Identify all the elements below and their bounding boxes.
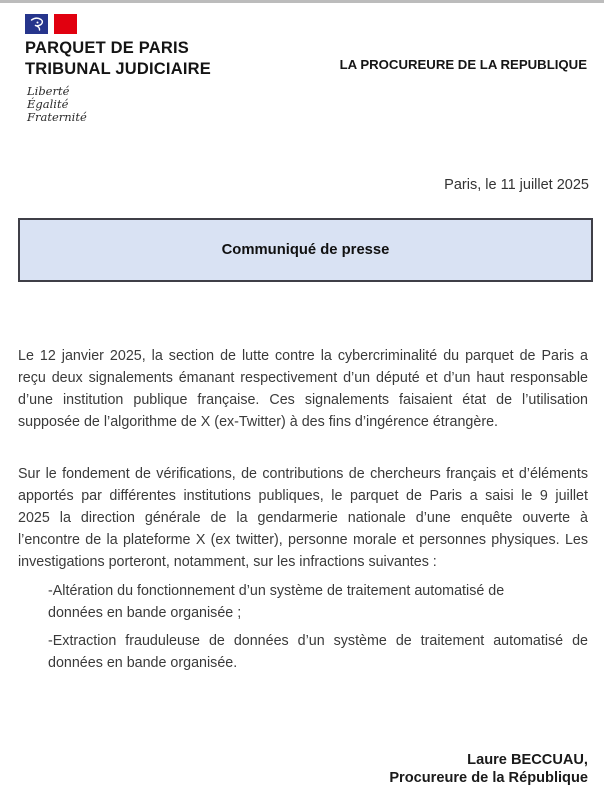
date-line: Paris, le 11 juillet 2025	[444, 177, 589, 193]
press-release-banner	[18, 218, 593, 282]
window-edge	[0, 0, 604, 3]
paragraph-1-line: supposée de l’algorithme de X (ex-Twitter) à des fins d’ingérence étrangère.	[18, 414, 498, 430]
paragraph-2-line: apportés par différentes institutions publiques, le parquet de Paris a saisi le 9 juillet	[18, 488, 588, 504]
motto-egalite: Égalité	[27, 97, 69, 111]
paragraph-2	[18, 463, 588, 573]
paragraph-1-line: reçu deux signalements émanant respectivement d’un député et d’un haut responsable	[18, 370, 588, 386]
signature-block	[389, 752, 588, 787]
paragraph-1	[18, 345, 588, 433]
org-name-line2: TRIBUNAL JUDICIAIRE	[25, 60, 211, 78]
offense-item-2-line: données en bande organisée.	[48, 655, 238, 671]
paragraph-2-line: Sur le fondement de vérifications, de contributions de chercheurs français et d’éléments	[18, 466, 588, 482]
republic-motto	[27, 85, 87, 124]
paragraph-1-line: d’une institution publique française. Ces signalements faisaient état de l’utilisation	[18, 392, 588, 408]
paragraph-2-line: l’encontre de la plateforme X (ex twitter), personne morale et personnes physiques. Les	[18, 532, 588, 548]
paragraph-2-line: 2025 la direction générale de la gendarmerie nationale d’une enquête ouverte à	[18, 510, 588, 526]
org-name	[25, 38, 211, 80]
org-name-line1: PARQUET DE PARIS	[25, 39, 189, 57]
offense-item-1-line: données en bande organisée ;	[48, 605, 242, 621]
motto-liberte: Liberté	[27, 84, 70, 98]
document-body	[18, 345, 588, 674]
sender-title: LA PROCUREURE DE LA REPUBLIQUE	[339, 57, 587, 72]
french-flag-marianne-icon	[25, 14, 77, 34]
banner-title: Communiqué de presse	[221, 242, 390, 258]
paragraph-2-line: investigations porteront, notamment, sur les infractions suivantes :	[18, 554, 437, 570]
offense-item-1-line: -Altération du fonctionnement d’un système de traitement automatisé de	[48, 583, 505, 599]
offense-item-2	[18, 630, 588, 674]
motto-fraternite: Fraternité	[27, 110, 87, 124]
offense-item-2-line: -Extraction frauduleuse de données d’un système de traitement automatisé de	[48, 633, 588, 649]
signatory-title: Procureure de la République	[389, 769, 588, 786]
signatory-name: Laure BECCUAU,	[467, 752, 588, 768]
offense-item-1	[18, 580, 588, 624]
paragraph-1-line: Le 12 janvier 2025, la section de lutte contre la cybercriminalité du parquet de Paris a	[18, 348, 588, 364]
